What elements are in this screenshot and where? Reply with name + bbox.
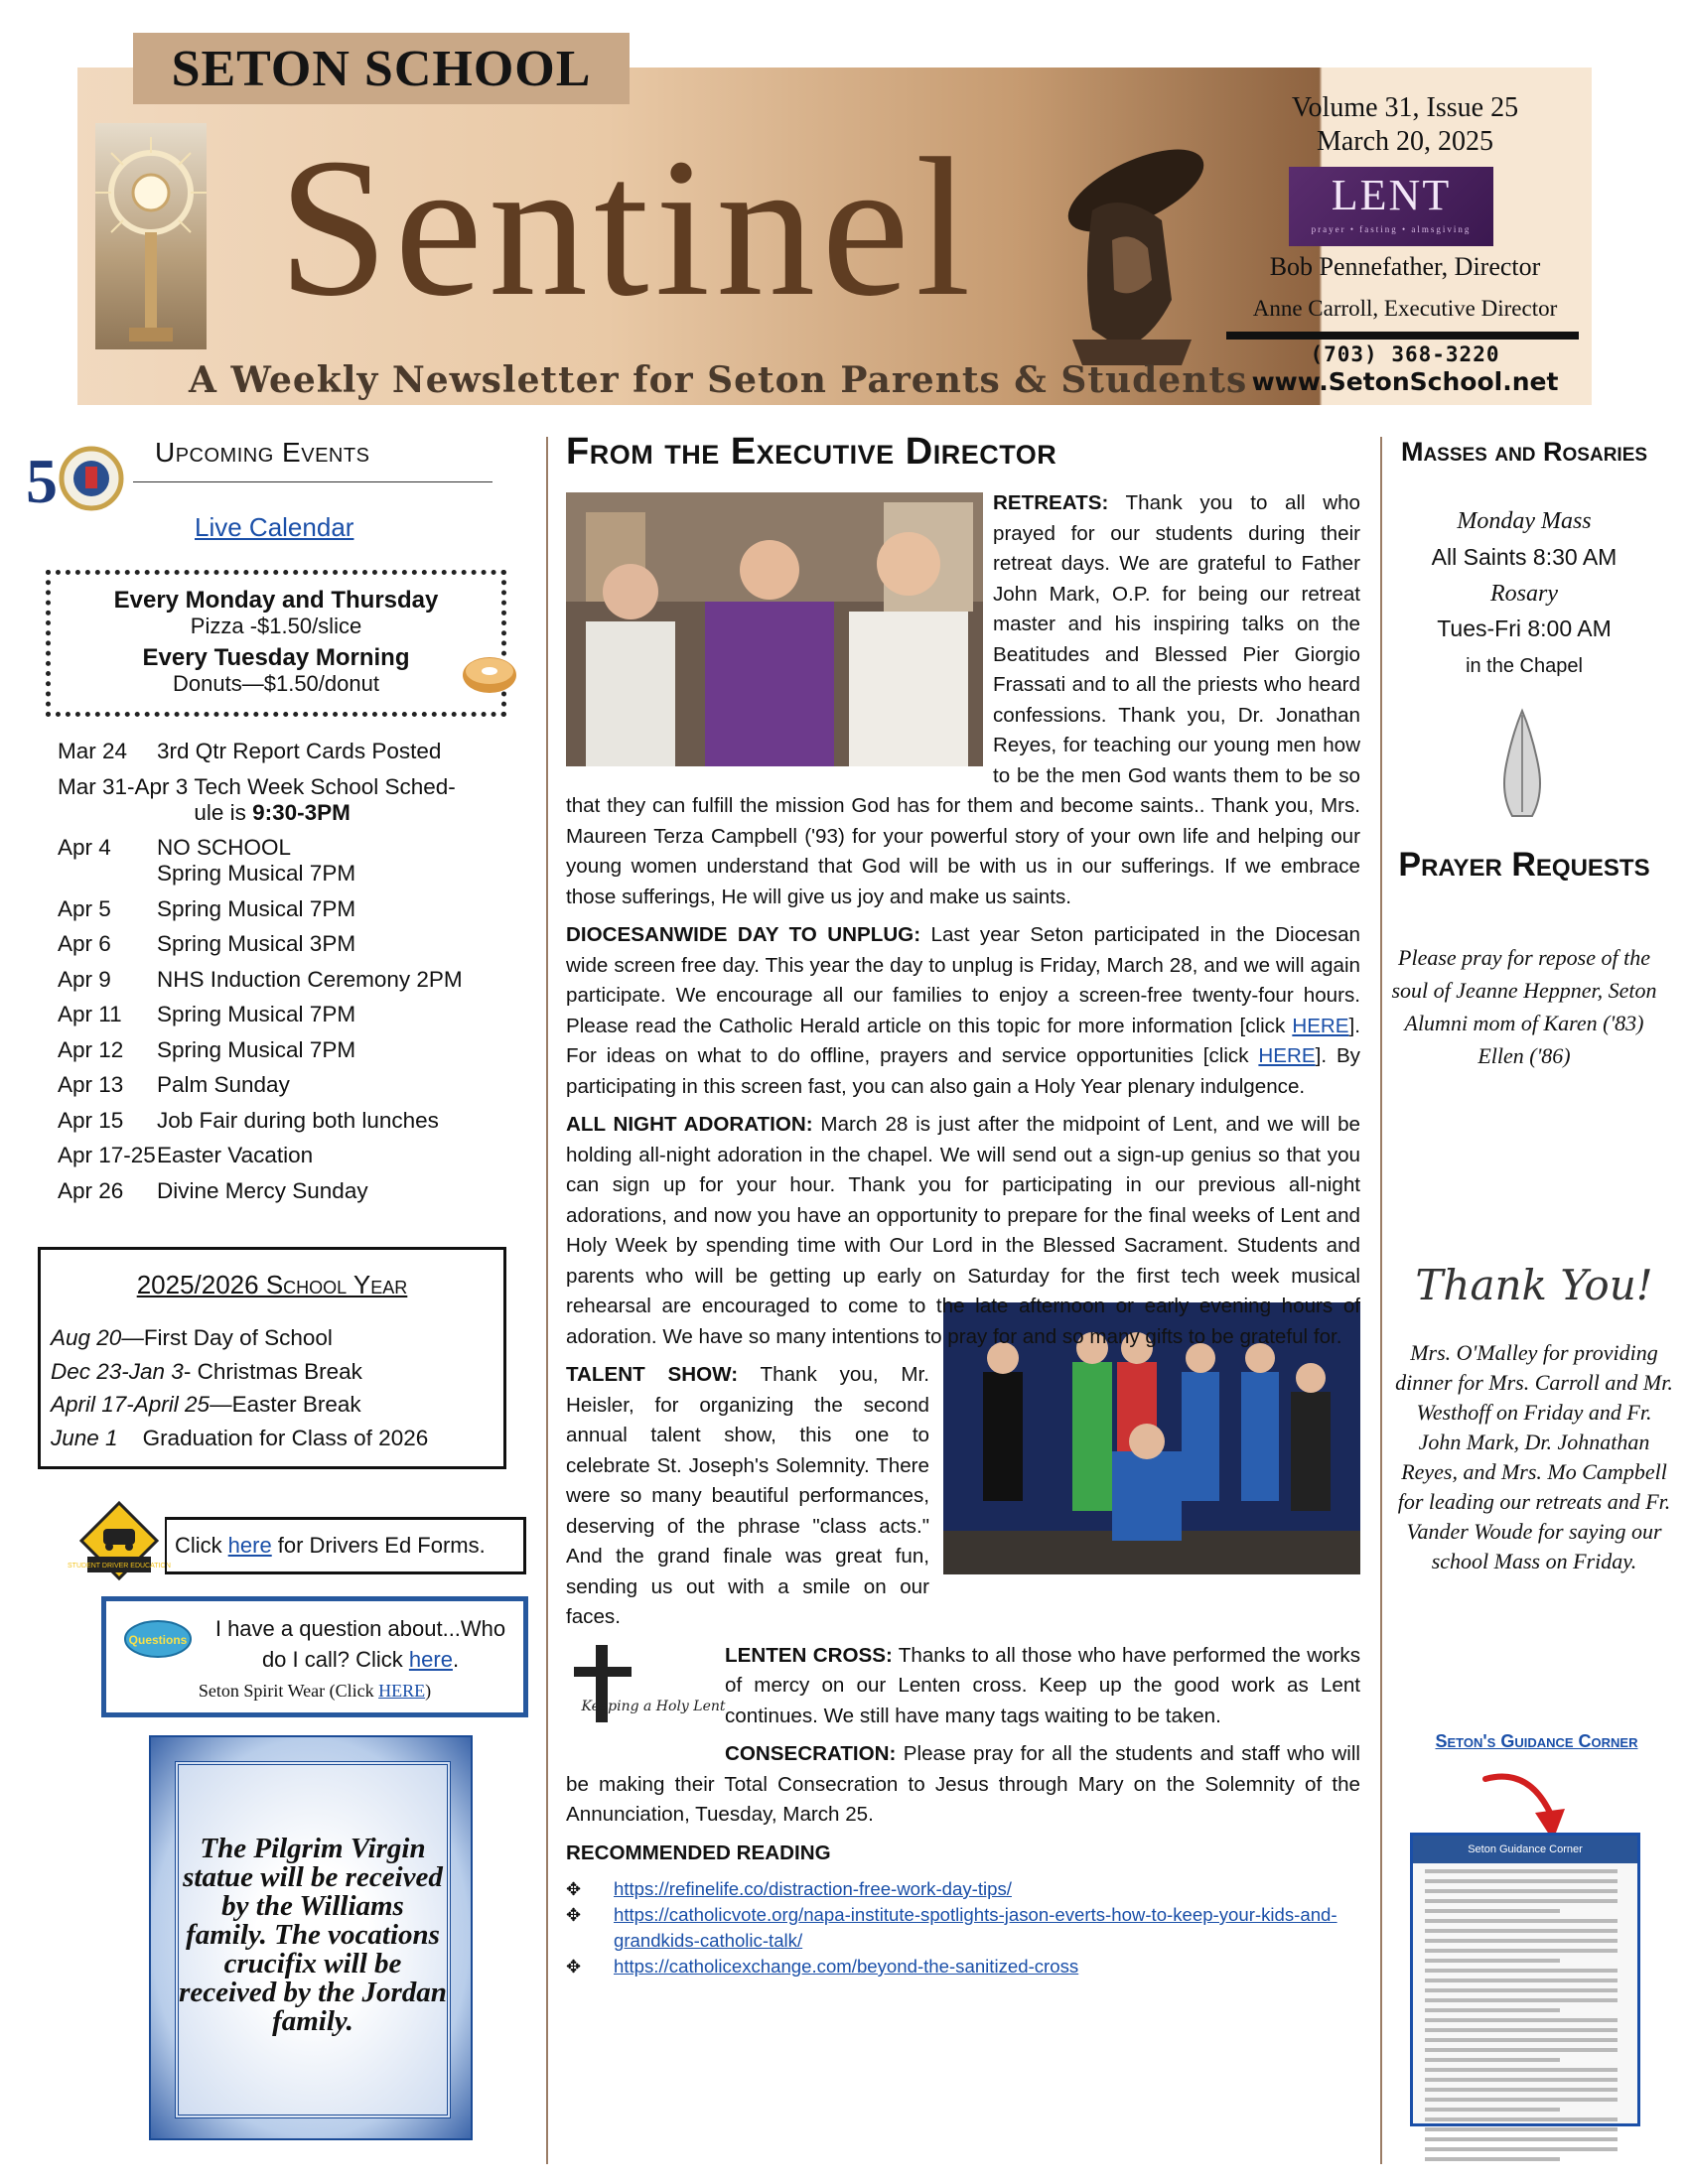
- thumb-text-line: [1425, 2137, 1618, 2141]
- consecration-heading: CONSECRATION:: [725, 1742, 897, 1765]
- guidance-thumb-lines: [1413, 1869, 1637, 2161]
- executive-director-body: [566, 488, 1360, 1979]
- thumb-text-line: [1425, 1979, 1618, 1982]
- column-divider-left: [546, 437, 548, 2164]
- thumb-text-line: [1425, 1909, 1560, 1913]
- thumb-text-line: [1425, 2108, 1560, 2112]
- recommended-reading-list: [566, 1876, 1360, 1979]
- prayer-requests-title: Prayer Requests: [1398, 846, 1650, 884]
- thumb-text-line: [1425, 1889, 1618, 1893]
- thumb-text-line: [1425, 2068, 1618, 2072]
- drivers-sign-text: STUDENT DRIVER EDUCATION: [68, 1563, 171, 1570]
- event-text: NHS Induction Ceremony 2PM: [157, 966, 463, 992]
- event-text: Tech Week School Sched- ule is 9:30-3PM: [194, 773, 456, 825]
- tue-heading: Every Tuesday Morning: [142, 644, 410, 671]
- event-date: Apr 6: [58, 931, 111, 956]
- talent-show-heading: TALENT SHOW:: [566, 1363, 739, 1386]
- reading-item: [566, 1902, 1360, 1954]
- event-text: Spring Musical 7PM: [157, 1002, 356, 1026]
- thumb-text-line: [1425, 1899, 1618, 1903]
- lent-badge-title: LENT: [1331, 171, 1452, 219]
- event-row: [58, 1178, 524, 1204]
- event-row: [58, 739, 524, 764]
- drivers-ed-text-post: for Drivers Ed Forms.: [277, 1533, 486, 1558]
- cross-bullet-icon: ✥: [566, 1879, 582, 1899]
- upcoming-events-title: Upcoming Events: [155, 437, 370, 468]
- event-text: NO SCHOOL Spring Musical 7PM: [157, 835, 356, 886]
- event-date: Mar 31-Apr 3: [58, 773, 189, 799]
- event-row: [58, 1108, 524, 1134]
- pilgrim-virgin-text: The Pilgrim Virgin statue will be received by the Williams family. The vocations crucifix will be received by the Jordan family.: [179, 1833, 447, 2037]
- drivers-ed-box: [165, 1517, 526, 1574]
- retreats-text: Thank you to all who prayed for our students during their retreat days. We are grateful to Father John Mark, O.P. for being our retreat master and his inspiring talks on the Beatitudes and Blessed Pier Giorgio Frassati and to all the priests who heard confessions. Thank you, Dr. Jonathan Reyes, for teaching our young men how to be the men God wants them to be so that they can fulfill the mission God has for them and become saints.. Thank you, Mrs. Maureen Terza Campbell ('93) for your powerful story of your own life and helping our young women understand that God will be with us in our sufferings. If we embrace those sufferings, He will give us joy and make us saints.: [566, 491, 1360, 908]
- mass-line: Monday Mass: [1457, 508, 1592, 534]
- prayer-requests-text: Please pray for repose of the soul of Jeanne Heppner, Seton Alumni mom of Karen ('83) Ellen ('86): [1391, 945, 1657, 1068]
- thumb-text-line: [1425, 2117, 1618, 2121]
- director-name: Bob Pennefather, Director: [1269, 252, 1541, 281]
- spirit-wear-link[interactable]: HERE: [378, 1681, 426, 1701]
- questions-bubble-icon: [124, 1619, 192, 1659]
- adoration-text: March 28 is just after the midpoint of Lent, and we will be holding all-night adoration in the chapel. We will send out a sign-up genius so that you can sign up for your hour. Thank you for participating in our previous all-night adorations, and now you have an opportunity to prepare for the final weeks of Lent and Holy Week by spending time with Our Lord in the Blessed Sacrament. Students and parents who will be getting up early on Saturday for the first tech week musical rehearsal are encouraged to come to the late afternoon or early evening hours of adoration. We have so many intentions to pray for and so many gifts to be grateful for.: [566, 1113, 1360, 1348]
- lenten-cross-heading: LENTEN CROSS:: [725, 1643, 893, 1667]
- thumb-text-line: [1425, 2078, 1618, 2082]
- thumb-text-line: [1425, 1869, 1618, 1873]
- event-date: Mar 24: [58, 739, 128, 763]
- thumb-text-line: [1425, 1919, 1618, 1923]
- guidance-corner-link[interactable]: Seton's Guidance Corner: [1435, 1731, 1638, 1751]
- thumb-text-line: [1425, 1879, 1618, 1883]
- offline-ideas-link[interactable]: HERE: [1258, 1044, 1316, 1067]
- mon-thu-heading: Every Monday and Thursday: [113, 587, 439, 614]
- reading-link[interactable]: https://catholicexchange.com/beyond-the-sanitized-cross: [614, 1956, 1079, 1977]
- question-text-post: .: [452, 1647, 460, 1672]
- question-box: [101, 1596, 528, 1717]
- donut-price: Donuts—$1.50/donut: [173, 671, 379, 696]
- issue-info: [1216, 91, 1594, 159]
- school-year-item: Dec 23-Jan 3- Christmas Break: [51, 1358, 362, 1384]
- live-calendar-link[interactable]: Live Calendar: [195, 512, 354, 542]
- event-date: Apr 12: [58, 1036, 124, 1062]
- student-driver-sign-icon: [68, 1501, 171, 1580]
- drivers-ed-link[interactable]: here: [227, 1533, 272, 1558]
- thumb-text-line: [1425, 1998, 1618, 2002]
- mass-line: Tues-Fri 8:00 AM: [1437, 615, 1612, 641]
- event-row: [58, 967, 524, 993]
- monstrance-image: [95, 123, 207, 349]
- reading-item: [566, 1954, 1360, 1979]
- talent-show-text: Thank you, Mr. Heisler, for organizing the second annual talent show, this one to celebrate St. Joseph's Solemnity. There were so many beautiful performances, deserving of the phrase "class acts." And the grand finale was great fun, sending us out with a smile on our faces.: [566, 1363, 929, 1628]
- event-date: Apr 9: [58, 966, 111, 992]
- school-name: SETON SCHOOL: [133, 33, 630, 104]
- recommended-reading-title: RECOMMENDED READING: [566, 1841, 831, 1864]
- lenten-cross-caption: Keeping a Holy Lent: [581, 1698, 726, 1714]
- thumb-text-line: [1425, 1939, 1618, 1943]
- column-divider-right: [1380, 437, 1382, 2164]
- adoration-heading: ALL NIGHT ADORATION:: [566, 1113, 813, 1136]
- lenten-cross-text: Thanks to all those who have performed the works of mercy on our Lenten cross. Keep up the good work as Lent continues. We still have many tags waiting to be taken.: [725, 1643, 1360, 1727]
- lent-badge: [1289, 167, 1493, 246]
- event-row: [58, 835, 524, 887]
- event-row: [58, 896, 524, 922]
- event-row: [58, 1072, 524, 1098]
- unplug-text-2: ]. For ideas on what to do offline, prayers and service opportunities [click: [566, 1014, 1360, 1067]
- lent-badge-subtitle: prayer • fasting • almsgiving: [1311, 224, 1472, 234]
- event-text: Divine Mercy Sunday: [157, 1177, 368, 1203]
- spirit-wear-text-post: ): [425, 1681, 432, 1701]
- event-date: Apr 13: [58, 1072, 124, 1097]
- school-year-box: [38, 1247, 506, 1469]
- lenten-cross-graphic: [566, 1641, 726, 1740]
- unplug-text-1: Last year Seton participated in the Diocesan wide screen free day. This year the day to unplug is Friday, March 28, and we will again participate. We encourage all our families to enjoy a screen-free twenty-four hours. Please read the Catholic Herald article on this topic for more information [click: [566, 923, 1360, 1037]
- event-date: Apr 26: [58, 1177, 124, 1203]
- website-link[interactable]: www.SetonSchool.net: [1251, 367, 1559, 396]
- event-date: Apr 4: [58, 835, 111, 860]
- thumb-text-line: [1425, 2127, 1618, 2131]
- mass-line: in the Chapel: [1466, 655, 1583, 677]
- mass-line: All Saints 8:30 AM: [1431, 544, 1618, 570]
- events-list: [58, 739, 524, 1213]
- executive-director-name: Anne Carroll, Executive Director: [1252, 296, 1558, 321]
- questions-icon-label: Questions: [128, 1633, 188, 1647]
- event-text: Spring Musical 7PM: [157, 1036, 356, 1062]
- event-row: [58, 931, 524, 957]
- thumb-text-line: [1425, 1959, 1560, 1963]
- thumb-text-line: [1425, 1969, 1618, 1973]
- svg-text:5: 5: [26, 446, 58, 516]
- thumb-text-line: [1425, 2098, 1618, 2102]
- event-row: [58, 1002, 524, 1027]
- event-row: [58, 774, 524, 826]
- thumb-text-line: [1425, 2018, 1618, 2022]
- thumb-text-line: [1425, 1988, 1618, 1992]
- thumb-text-line: [1425, 2008, 1560, 2012]
- thumb-text-line: [1425, 2157, 1560, 2161]
- pizza-price: Pizza -$1.50/slice: [190, 614, 362, 638]
- catholic-herald-link[interactable]: HERE: [1292, 1014, 1349, 1037]
- consecration-text: Please pray for all the students and staff who will be making their Total Consecration to Jesus through Mary on the Solemnity of the Annunciation, Tuesday, March 25.: [566, 1742, 1360, 1826]
- cross-bullet-icon: ✥: [566, 1957, 582, 1977]
- thumb-text-line: [1425, 2058, 1560, 2062]
- question-text: [202, 1613, 519, 1675]
- masthead-divider: [1226, 332, 1579, 340]
- school-year-list: [51, 1321, 428, 1454]
- event-text: Palm Sunday: [157, 1072, 290, 1097]
- thumb-text-line: [1425, 1929, 1618, 1933]
- event-row: [58, 1143, 524, 1168]
- pilgrim-virgin-box: [149, 1735, 473, 2140]
- cross-bullet-icon: ✥: [566, 1905, 582, 1925]
- mass-line: Rosary: [1490, 581, 1558, 607]
- executive-director-section-title: From the Executive Director: [566, 431, 1057, 473]
- guidance-thumb-title: Seton Guidance Corner: [1413, 1836, 1637, 1863]
- phone-number: (703) 368-3220: [1310, 342, 1500, 366]
- masses-rosaries-title: Masses and Rosaries: [1400, 437, 1648, 467]
- thumb-text-line: [1425, 1949, 1618, 1953]
- event-row: [58, 1037, 524, 1063]
- retreats-heading: RETREATS:: [993, 491, 1109, 514]
- guidance-corner-thumbnail[interactable]: [1410, 1833, 1640, 2126]
- thumb-text-line: [1425, 2038, 1618, 2042]
- pilgrim-frame: [175, 1761, 451, 2118]
- unplug-text-3: ]. By participating in this screen fast, you can also gain a Holy Year plenary indulgence.: [566, 1044, 1360, 1098]
- event-text: Job Fair during both lunches: [157, 1107, 439, 1133]
- retreat-photo: [566, 492, 983, 766]
- thumb-text-line: [1425, 2147, 1618, 2151]
- school-year-item: April 17-April 25—Easter Break: [51, 1392, 361, 1417]
- spirit-wear-line: [116, 1681, 513, 1702]
- event-date: Apr 15: [58, 1107, 124, 1133]
- thumb-text-line: [1425, 2048, 1618, 2052]
- volume-issue: Volume 31, Issue 25: [1291, 92, 1519, 123]
- unplug-heading: DIOCESANWIDE DAY TO UNPLUG:: [566, 923, 921, 946]
- thank-you-text: Mrs. O'Malley for providing dinner for Mrs. Carroll and Mr. Westhoff on Friday and Fr. John Mark, Dr. Johnathan Reyes, and Mrs. Mo Campbell for leading our retreats and Fr. Vander Woude for saying our school Mass on Friday.: [1395, 1340, 1673, 1573]
- newsletter-title: Sentinel: [278, 118, 977, 338]
- newsletter-tagline: A Weekly Newsletter for Seton Parents & Students: [189, 359, 1248, 401]
- anniversary-50-logo: [24, 441, 127, 516]
- donut-icon: [461, 651, 518, 695]
- thank-you-title: Thank You!: [1415, 1261, 1653, 1309]
- spirit-wear-text-pre: Seton Spirit Wear (Click: [198, 1681, 379, 1701]
- issue-date: March 20, 2025: [1316, 126, 1494, 157]
- upcoming-events-rule: [133, 481, 492, 482]
- event-text: 3rd Qtr Report Cards Posted: [157, 739, 442, 763]
- event-text: Spring Musical 7PM: [157, 895, 356, 921]
- event-text: Easter Vacation: [157, 1143, 314, 1167]
- event-date: Apr 17-25: [58, 1143, 156, 1167]
- knight-head-image: [1053, 131, 1211, 365]
- event-date: Apr 11: [58, 1002, 122, 1026]
- drivers-ed-text-pre: Click: [175, 1533, 222, 1558]
- school-year-title: 2025/2026 School Year: [136, 1270, 408, 1299]
- praying-hands-icon: [1482, 705, 1562, 824]
- thumb-text-line: [1425, 2088, 1618, 2092]
- school-year-item: Aug 20—First Day of School: [51, 1325, 333, 1350]
- question-text-pre: I have a question about...Who do I call? Click: [214, 1616, 506, 1672]
- event-date: Apr 5: [58, 895, 111, 921]
- event-text: Spring Musical 3PM: [157, 931, 356, 956]
- school-year-item: June 1 Graduation for Class of 2026: [51, 1425, 429, 1450]
- who-to-call-link[interactable]: here: [408, 1647, 453, 1672]
- thumb-text-line: [1425, 2028, 1618, 2032]
- reading-item: [566, 1876, 1360, 1902]
- weekly-food-box: [46, 570, 506, 717]
- reading-link[interactable]: https://catholicvote.org/napa-institute-spotlights-jason-everts-how-to-keep-your-kids-and-grandkids-catholic-talk/: [614, 1904, 1337, 1951]
- reading-link[interactable]: https://refinelife.co/distraction-free-work-day-tips/: [614, 1878, 1012, 1899]
